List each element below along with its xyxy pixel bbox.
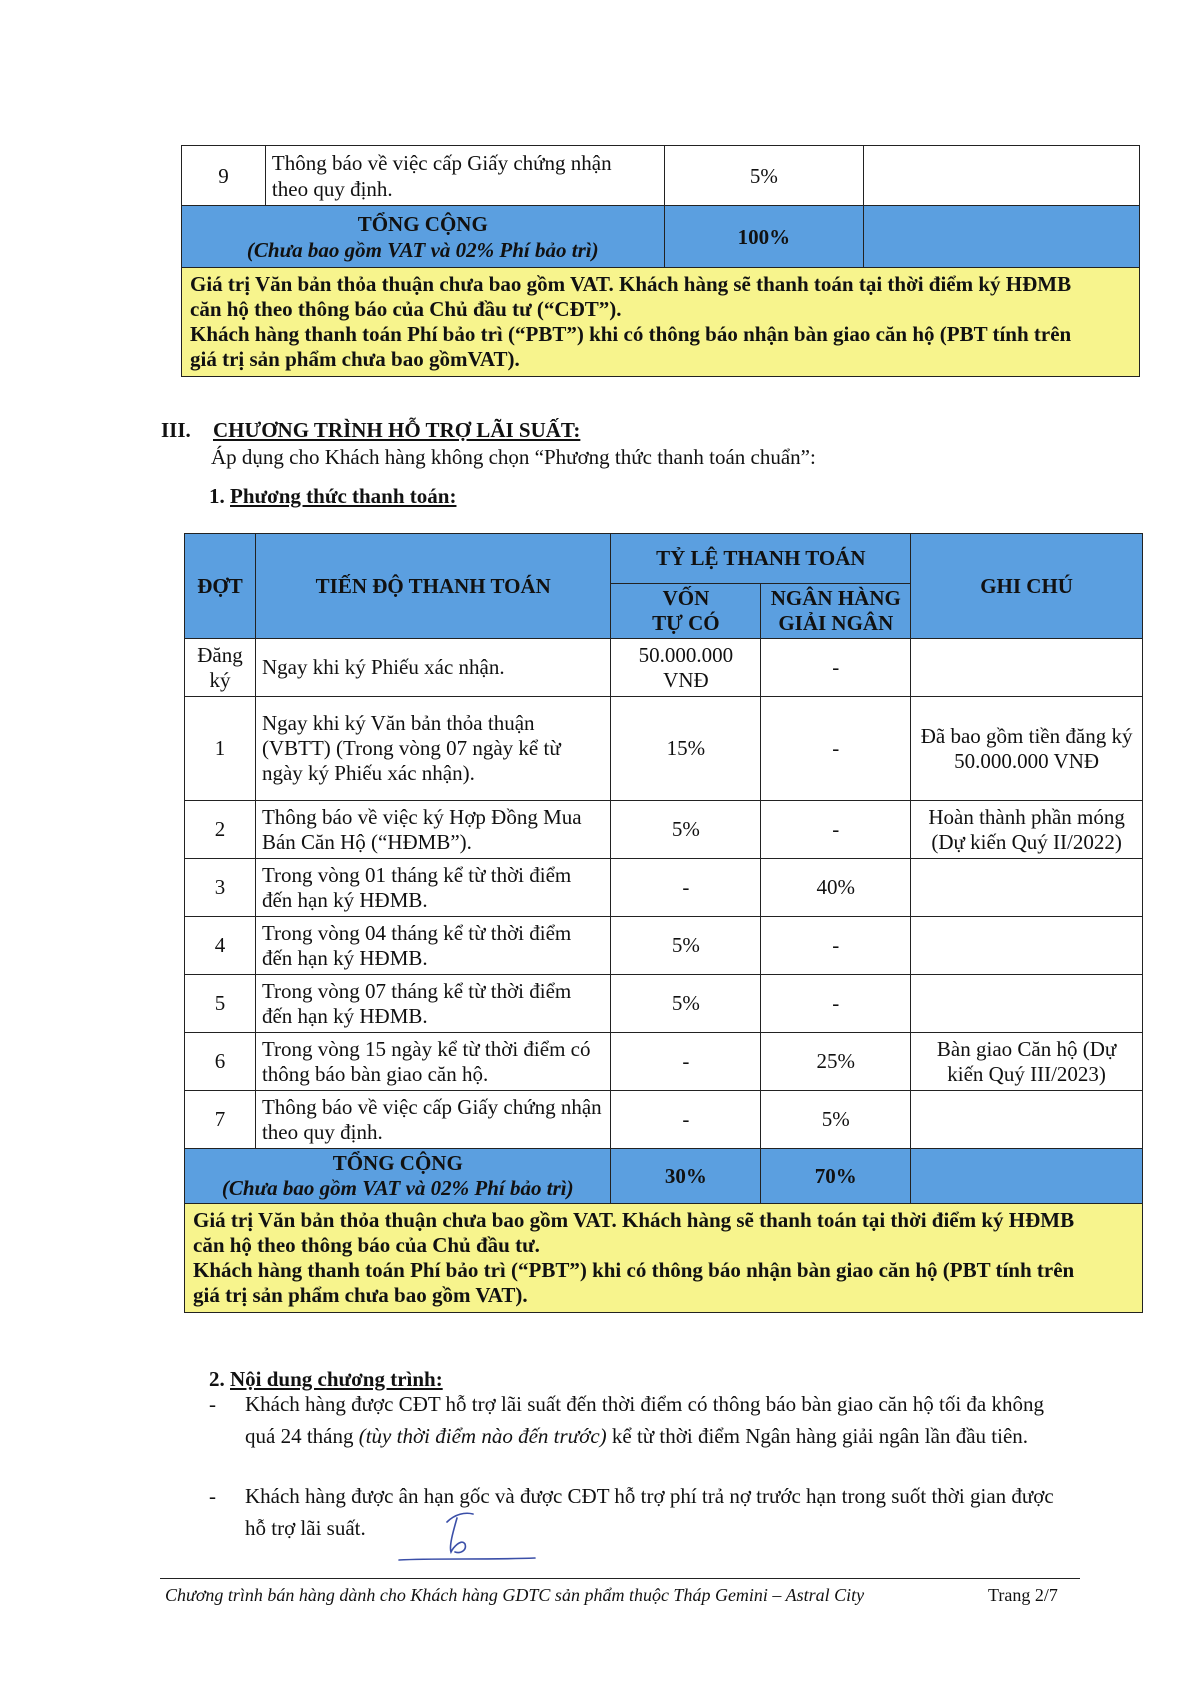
bullet-text-italic: (tùy thời điểm nào đến trước) — [358, 1424, 607, 1448]
table-row — [185, 697, 1143, 801]
total-sub: (Chưa bao gồm VAT và 02% Phí bảo trì) — [246, 237, 599, 262]
total-label-cell — [182, 206, 665, 268]
note-cell: Bàn giao Căn hộ (Dự kiến Quý III/2023) — [911, 1033, 1143, 1091]
dot-cell: 6 — [185, 1033, 256, 1091]
bank-cell: - — [761, 801, 911, 859]
bullet-text: Khách hàng được ân hạn gốc và được CĐT hỗ trợ phí trả nợ trước hạn trong suốt thời gian được hỗ trợ lãi suất. — [245, 1484, 1054, 1540]
bullet-item — [209, 1388, 1079, 1452]
bank-cell: - — [761, 697, 911, 801]
table-row — [185, 975, 1143, 1033]
progress-cell: Thông báo về việc ký Hợp Đồng Mua Bán Căn Hộ (“HĐMB”). — [255, 801, 611, 859]
payment-note — [185, 1204, 1143, 1313]
progress-cell: Thông báo về việc cấp Giấy chứng nhận theo quy định. — [255, 1091, 611, 1149]
total-sub: (Chưa bao gồm VAT và 02% Phí bảo trì) — [221, 1176, 574, 1200]
header-dot: ĐỢT — [185, 534, 256, 639]
footer-title: Chương trình bán hàng dành cho Khách hàng GDTC sản phẩm thuộc Tháp Gemini – Astral City — [165, 1585, 865, 1605]
dot-cell: 2 — [185, 801, 256, 859]
note-row — [182, 268, 1140, 377]
rate-cell: 5% — [664, 146, 864, 206]
total-label: TỔNG CỘNG — [357, 211, 488, 236]
header-note: GHI CHÚ — [911, 534, 1143, 639]
table-row — [185, 859, 1143, 917]
dot-cell: 5 — [185, 975, 256, 1033]
header-line: VỐN — [662, 586, 710, 610]
own-cell: 5% — [611, 975, 761, 1033]
bank-cell: 5% — [761, 1091, 911, 1149]
note-line: căn hộ theo thông báo của Chủ đầu tư. — [193, 1233, 540, 1257]
section-heading — [161, 416, 580, 444]
note-line: giá trị sản phẩm chưa bao gồm VAT). — [193, 1283, 528, 1307]
own-cell: 5% — [611, 801, 761, 859]
progress-line: theo quy định. — [271, 176, 393, 201]
progress-cell: Ngay khi ký Phiếu xác nhận. — [255, 639, 611, 697]
progress-cell: Ngay khi ký Văn bản thỏa thuận (VBTT) (Trong vòng 07 ngày kể từ ngày ký Phiếu xác nhận). — [255, 697, 611, 801]
progress-cell: Trong vòng 07 tháng kể từ thời điểm đến hạn ký HĐMB. — [255, 975, 611, 1033]
header-row — [185, 534, 1143, 584]
progress-cell: Trong vòng 04 tháng kể từ thời điểm đến hạn ký HĐMB. — [255, 917, 611, 975]
page-number: Trang 2/7 — [988, 1585, 1058, 1605]
bullet-dash: - — [209, 1392, 216, 1416]
note-cell — [911, 859, 1143, 917]
table-row — [185, 1033, 1143, 1091]
subsection-number: 1. — [209, 484, 225, 508]
subsection-title: Nội dung chương trình: — [230, 1367, 443, 1391]
total-label: TỔNG CỘNG — [332, 1151, 463, 1175]
table-row — [185, 801, 1143, 859]
progress-cell: Trong vòng 01 tháng kể từ thời điểm đến hạn ký HĐMB. — [255, 859, 611, 917]
subsection-number: 2. — [209, 1367, 225, 1391]
payment-note — [182, 268, 1140, 377]
note-line: Khách hàng thanh toán Phí bảo trì (“PBT”) khi có thông báo nhận bàn giao căn hộ (PBT tính trên — [193, 1258, 1075, 1282]
signature-mark — [395, 1508, 555, 1568]
interest-support-payment-table — [184, 533, 1143, 1313]
total-rate: 100% — [664, 206, 864, 268]
own-cell: 50.000.000 VNĐ — [611, 639, 761, 697]
header-own-capital — [611, 584, 761, 639]
header-line: NGÂN HÀNG — [770, 586, 901, 610]
header-line: TỰ CÓ — [652, 611, 720, 635]
total-note — [864, 206, 1140, 268]
subsection-heading — [209, 482, 456, 510]
bullet-dash: - — [209, 1484, 216, 1508]
note-cell: Hoàn thành phần móng (Dự kiến Quý II/2022) — [911, 801, 1143, 859]
bank-cell: 25% — [761, 1033, 911, 1091]
note-cell — [911, 639, 1143, 697]
dot-cell: 1 — [185, 697, 256, 801]
total-note — [911, 1149, 1143, 1204]
own-cell: - — [611, 859, 761, 917]
standard-payment-table-continued — [181, 145, 1140, 377]
bank-cell: - — [761, 975, 911, 1033]
bullet-text-part: Khách hàng được CĐT hỗ trợ lãi suất đến thời điểm có thông báo bàn giao căn hộ tối đa không quá 24 tháng — [245, 1392, 1044, 1448]
progress-line: Thông báo về việc cấp Giấy chứng nhận — [271, 150, 612, 175]
table-row — [185, 917, 1143, 975]
note-line: Khách hàng thanh toán Phí bảo trì (“PBT”) khi có thông báo nhận bàn giao căn hộ (PBT tính trên — [190, 322, 1072, 346]
dot-cell: Đăng ký — [185, 639, 256, 697]
note-line: giá trị sản phẩm chưa bao gồmVAT). — [190, 347, 520, 371]
section-numeral: III. — [161, 418, 191, 442]
progress-cell: Trong vòng 15 ngày kể từ thời điểm có thông báo bàn giao căn hộ. — [255, 1033, 611, 1091]
own-cell: - — [611, 1033, 761, 1091]
bank-cell: - — [761, 917, 911, 975]
header-line: GIẢI NGÂN — [778, 611, 894, 635]
note-cell — [864, 146, 1140, 206]
note-line: căn hộ theo thông báo của Chủ đầu tư (“CĐT”). — [190, 297, 622, 321]
note-line: Giá trị Văn bản thỏa thuận chưa bao gồm VAT. Khách hàng sẽ thanh toán tại thời điểm ký HĐMB — [193, 1208, 1075, 1232]
note-cell — [911, 975, 1143, 1033]
bank-cell: 40% — [761, 859, 911, 917]
note-cell: Đã bao gồm tiền đăng ký 50.000.000 VNĐ — [911, 697, 1143, 801]
note-line: Giá trị Văn bản thỏa thuận chưa bao gồm VAT. Khách hàng sẽ thanh toán tại thời điểm ký HĐMB — [190, 272, 1072, 296]
total-label-cell — [185, 1149, 611, 1204]
note-cell — [911, 1091, 1143, 1149]
table-row — [182, 146, 1140, 206]
own-cell: - — [611, 1091, 761, 1149]
row-number: 9 — [182, 146, 266, 206]
header-progress: TIẾN ĐỘ THANH TOÁN — [255, 534, 611, 639]
total-bank: 70% — [761, 1149, 911, 1204]
table-row — [185, 1091, 1143, 1149]
total-own: 30% — [611, 1149, 761, 1204]
bullet-text-part: kể từ thời điểm Ngân hàng giải ngân lần đầu tiên. — [606, 1424, 1029, 1448]
dot-cell: 4 — [185, 917, 256, 975]
footer-divider — [160, 1578, 1080, 1579]
total-row — [182, 206, 1140, 268]
own-cell: 5% — [611, 917, 761, 975]
note-row — [185, 1204, 1143, 1313]
subsection-title: Phương thức thanh toán: — [230, 484, 457, 508]
bullet-text — [245, 1388, 1079, 1452]
header-bank-disbursement — [761, 584, 911, 639]
note-cell — [911, 917, 1143, 975]
total-row — [185, 1149, 1143, 1204]
section-title: CHƯƠNG TRÌNH HỖ TRỢ LÃI SUẤT: — [213, 418, 581, 442]
header-rate: TỶ LỆ THANH TOÁN — [611, 534, 911, 584]
dot-cell: 3 — [185, 859, 256, 917]
section-intro: Áp dụng cho Khách hàng không chọn “Phương thức thanh toán chuẩn”: — [211, 445, 816, 469]
progress-cell — [265, 146, 664, 206]
dot-cell: 7 — [185, 1091, 256, 1149]
table-row — [185, 639, 1143, 697]
own-cell: 15% — [611, 697, 761, 801]
bullet-item — [209, 1480, 1079, 1544]
bank-cell: - — [761, 639, 911, 697]
